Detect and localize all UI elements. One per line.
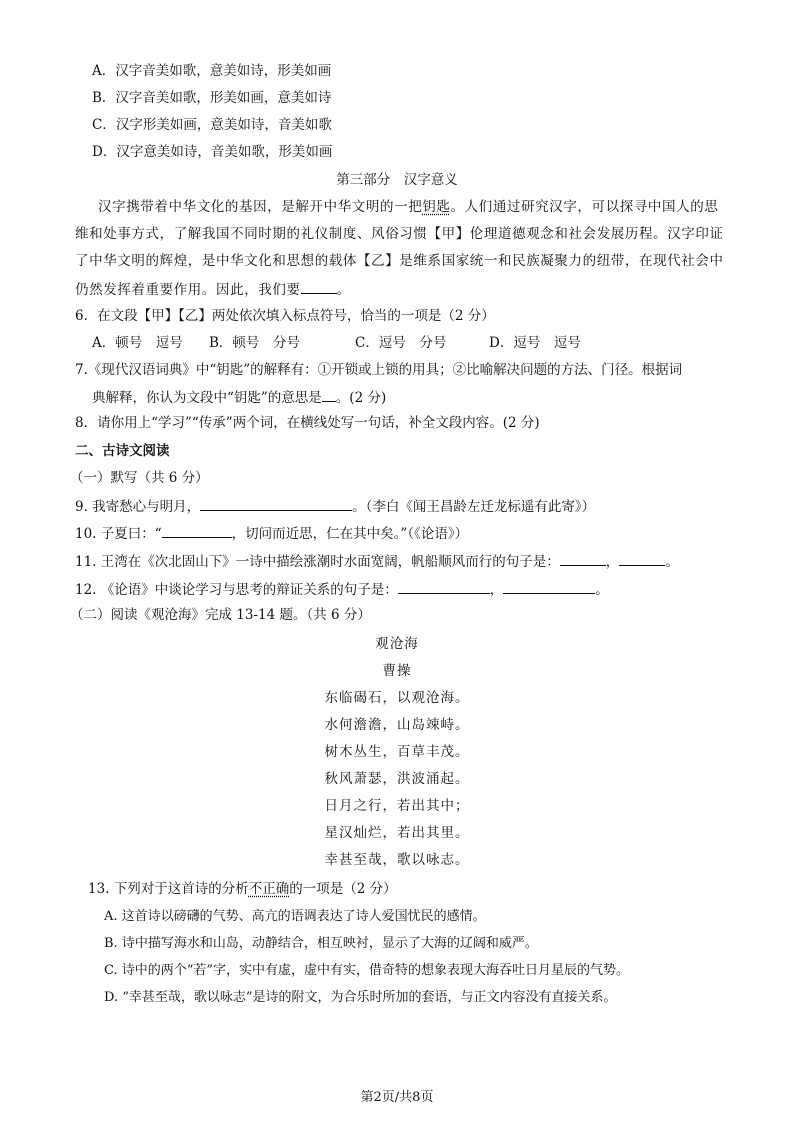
- poem-line: 水何澹澹，山岛竦峙。: [324, 717, 470, 733]
- q13-option-d: D. “幸甚至哉，歌以咏志”是诗的附文，为合乐时所加的套语，与正文内容没有直接关系。: [104, 990, 617, 1005]
- answer-blank: [200, 496, 352, 511]
- passage-line-3: 了中华文明的辉煌，是中华文化和思想的载体【乙】是维系国家统一和民族凝聚力的纽带，在现代社会中: [75, 253, 724, 269]
- option-b: B．汉字音美如歌，形美如画，意美如诗: [92, 90, 332, 106]
- q13-option-b: B. 诗中描写海水和山岛，动静结合，相互映衬，显示了大海的辽阔和威严。: [104, 936, 538, 951]
- page-footer: 第2页/共8页: [360, 1090, 434, 1105]
- answer-blank: [560, 551, 606, 566]
- question-12: 12. 《论语》中谈论学习与思考的辩证关系的句子是： ， 。: [75, 579, 609, 599]
- option-d: D．汉字意美如诗，音美如歌，形美如画: [92, 144, 333, 160]
- dotted-word-incorrect: 不正确: [248, 881, 290, 897]
- answer-blank: [398, 579, 490, 594]
- subsection-1-heading: （一）默写（共 6 分）: [70, 470, 209, 486]
- answer-blank: [162, 523, 232, 538]
- q6-option-c: C．逗号 分号: [355, 335, 447, 351]
- option-c: C．汉字形美如画，意美如诗，音美如歌: [92, 117, 332, 133]
- poem-line: 星汉灿烂，若出其里。: [324, 825, 470, 841]
- answer-blank: [301, 279, 337, 294]
- passage-line-2: 维和处事方式，了解我国不同时期的礼仪制度、风俗习惯【甲】伦理道德观念和社会发展历程。汉字印证: [75, 226, 724, 242]
- question-6-stem: 6．在文段【甲】【乙】两处依次填入标点符号，恰当的一项是（2 分）: [75, 308, 495, 324]
- subsection-2-heading: （二）阅读《观沧海》完成 13-14 题。（共 6 分）: [70, 607, 371, 623]
- answer-blank: [619, 551, 665, 566]
- part3-title: 第三部分 汉字意义: [336, 172, 458, 188]
- question-10: 10. 子夏曰：“ ，切问而近思，仁在其中矣。”（《论语》）: [75, 523, 468, 543]
- poem-title: 观沧海: [375, 636, 419, 652]
- question-11: 11. 王湾在《次北固山下》一诗中描绘涨潮时水面宽阔，帆船顺风而行的句子是： ， 。: [75, 551, 679, 571]
- q13-option-a: A. 这首诗以磅礴的气势、高亢的语调表达了诗人爱国忧民的感情。: [104, 909, 486, 924]
- dotted-word-key: 钥匙: [422, 199, 451, 215]
- answer-blank: [503, 579, 595, 594]
- poem-line: 幸甚至哉，歌以咏志。: [324, 852, 470, 868]
- q6-option-d: D．逗号 逗号: [489, 335, 581, 351]
- question-9: 9. 我寄愁心与明月， 。（李白《闻王昌龄左迁龙标遥有此寄》）: [75, 496, 595, 516]
- passage-line-4: 仍然发挥着重要作用。因此，我们要 。: [75, 279, 351, 299]
- poem-line: 日月之行，若出其中；: [324, 798, 470, 814]
- question-7-line-2: 典解释，你认为文段中“钥匙”的意思是 。(2 分): [92, 387, 386, 407]
- option-a: A．汉字音美如歌，意美如诗，形美如画: [92, 63, 332, 79]
- question-8: 8．请你用上“学习”“传承”两个词，在横线处写一句话，补全文段内容。(2 分): [75, 415, 540, 431]
- section-2-heading: 二、古诗文阅读: [75, 443, 170, 459]
- question-13-stem: 13. 下列对于这首诗的分析不正确的一项是（2 分）: [88, 881, 397, 897]
- poem-line: 东临碣石，以观沧海。: [324, 690, 470, 706]
- question-7-line-1: 7.《现代汉语词典》中“钥匙”的解释有：①开锁或上锁的用具；②比喻解决问题的方法、门径。根据词: [75, 362, 683, 378]
- answer-blank: [322, 387, 336, 402]
- poem-line: 秋风萧瑟，洪波涌起。: [324, 771, 470, 787]
- q13-option-c: C. 诗中的两个“若”字，实中有虚，虚中有实，借奇特的想象表现大海吞吐日月星辰的气势。: [104, 963, 630, 978]
- poem-line: 树木丛生，百草丰茂。: [324, 744, 470, 760]
- q6-option-a: A．顿号 逗号: [92, 335, 183, 351]
- passage-line-1: 汉字携带着中华文化的基因，是解开中华文明的一把钥匙。人们通过研究汉字，可以探寻中国人的思: [98, 199, 719, 215]
- poem-author: 曹操: [382, 663, 412, 679]
- q6-option-b: B．顿号 分号: [209, 335, 300, 351]
